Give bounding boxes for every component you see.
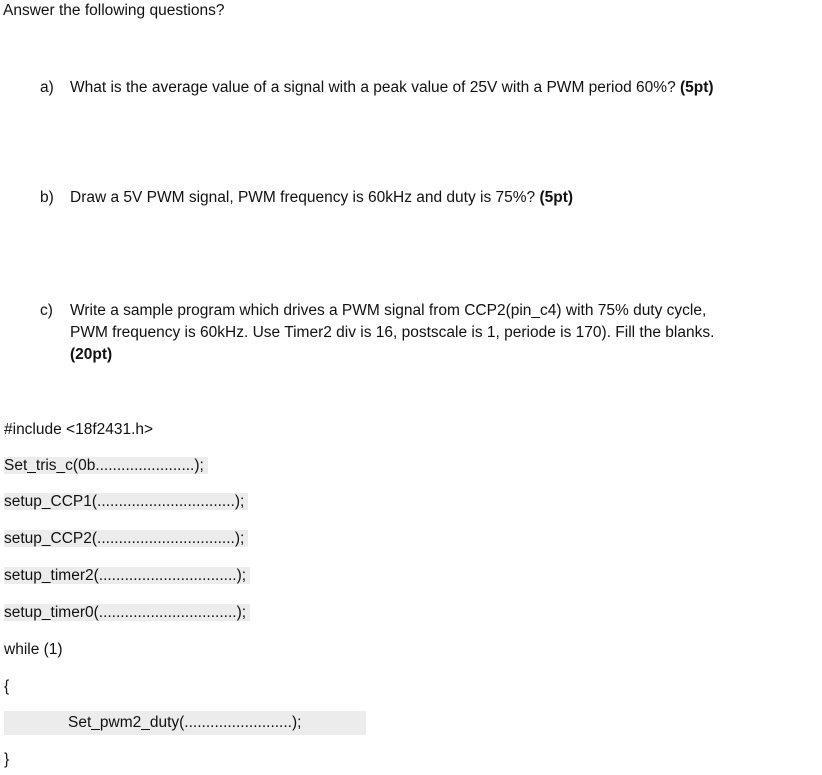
question-c-text-block [70, 300, 714, 366]
question-c-line-1: Write a sample program which drives a PWM signal from CCP2(pin_c4) with 75% duty cycle, [70, 302, 707, 319]
question-b-text: Draw a 5V PWM signal, PWM frequency is 60kHz and duty is 75%? [70, 189, 536, 206]
question-c-letter: c) [40, 302, 53, 319]
code-open-brace [4, 675, 9, 699]
code-include [4, 418, 153, 442]
code-setup-timer0 [4, 601, 250, 625]
question-b-letter: b) [40, 189, 54, 206]
page-heading: Answer the following questions? [3, 2, 225, 19]
code-open-brace-text: { [4, 678, 10, 695]
code-set-tris-text: Set_tris_c(0b.......................); [4, 457, 208, 474]
code-set-pwm2-text: Set_pwm2_duty(.........................); [68, 714, 302, 731]
question-b-points: (5pt) [539, 189, 574, 206]
code-set-tris [4, 454, 208, 478]
code-setup-timer0-text: setup_timer0(................................); [4, 604, 250, 621]
code-include-text: #include <18f2431.h> [4, 421, 154, 438]
question-a-text: What is the average value of a signal with a peak value of 25V with a PWM period 60%? [70, 79, 676, 96]
question-a-text-block [70, 77, 714, 99]
code-set-pwm2 [4, 711, 366, 735]
code-close-brace-text: } [4, 751, 10, 768]
code-while [4, 638, 63, 662]
code-setup-ccp2-text: setup_CCP2(................................); [4, 530, 248, 547]
code-setup-timer2-text: setup_timer2(................................); [4, 567, 250, 584]
question-a-points: (5pt) [680, 79, 714, 96]
code-while-text: while (1) [4, 641, 63, 658]
question-c-line-2: PWM frequency is 60kHz. Use Timer2 div is 16, postscale is 1, periode is 170). Fill the blanks. [70, 324, 715, 341]
code-close-brace [4, 748, 9, 772]
question-a-letter: a) [40, 79, 54, 96]
code-setup-ccp2 [4, 527, 248, 551]
code-setup-ccp1 [4, 490, 248, 514]
question-b-text-block [70, 187, 573, 209]
question-c-points: (20pt) [70, 346, 113, 363]
code-setup-timer2 [4, 564, 250, 588]
code-setup-ccp1-text: setup_CCP1(................................); [4, 493, 248, 510]
